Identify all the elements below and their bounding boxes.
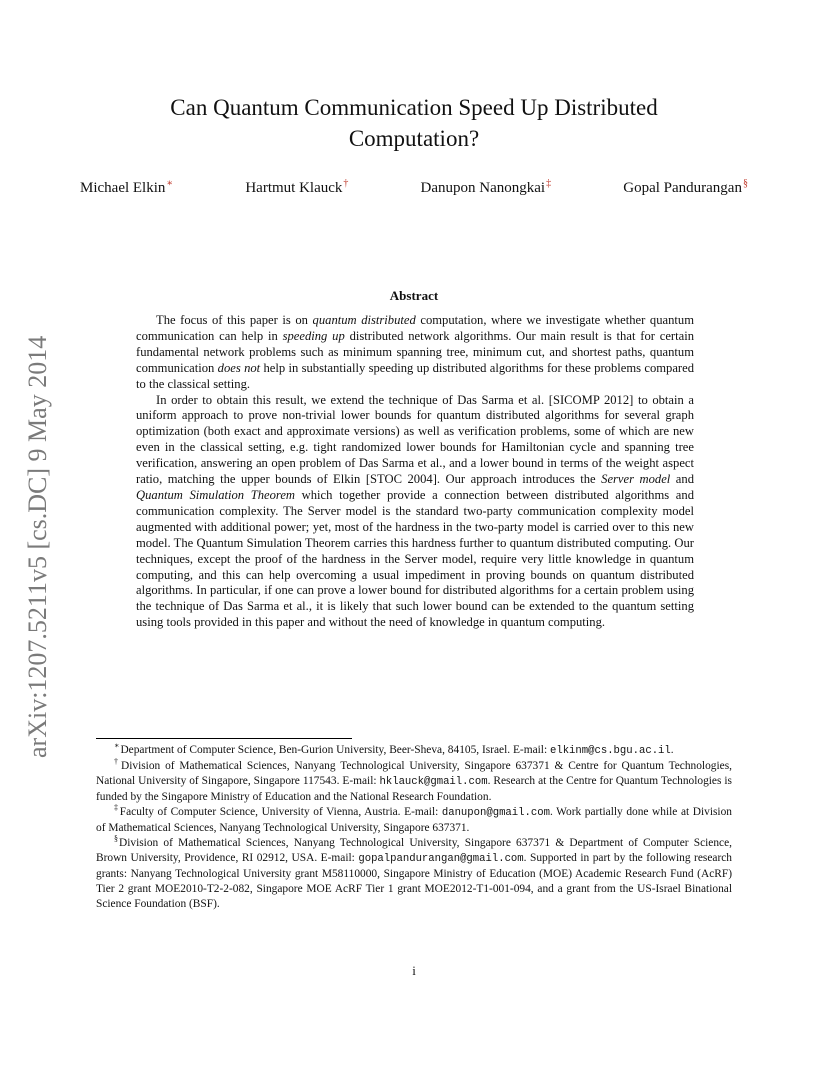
emphasis: speeding up (282, 328, 345, 343)
author-pandurangan (623, 180, 748, 197)
footnote-text: Department of Computer Science, Ben-Gurion University, Beer-Sheva, 84105, Israel. E-mail: (120, 744, 550, 756)
footnote-klauck (96, 759, 732, 805)
footnote-nanongkai (96, 805, 732, 836)
author-footnote-mark[interactable]: ‡ (546, 178, 552, 189)
paper-title (100, 92, 728, 154)
footnote-text: Division of Mathematical Sciences, Nanyang Technological University, Singapore 637371 & Department of Computer Science, Brown University, Providence, RI 02912, USA. E-mail: (96, 837, 732, 864)
email-link[interactable]: hklauck@gmail.com (379, 776, 488, 788)
footnote-text: Division of Mathematical Sciences, Nanyang Technological University, Singapore 637371 & Centre for Quantum Technologies, National University of Singapore, Singapore 117543. E-mail: (96, 760, 732, 787)
text-run: The focus of this paper is on (156, 313, 313, 327)
text-run: help in substantially speeding up distributed algorithms for these problems compared to the classical setting. (136, 360, 695, 391)
footnote-text: . Supported in part by the following research grants: Nanyang Technological University grant M58110000, Singapore Ministry of Education (MOE) Academic Research Fund (AcRF) Tier 2 grant MOE2010-T2-2-082, Singapore MOE AcRF Tier 1 grant MOE2012-T1-001-094, and a grant from the US-Israel Binational Science Foundation (BSF). (96, 852, 732, 910)
footnote-mark: ∗ (114, 741, 120, 751)
footnote-pandurangan (96, 836, 732, 912)
email-link[interactable]: danupon@gmail.com (441, 807, 550, 819)
text-run: which together provide a connection between distributed algorithms and communication complexity. The Server model is the standard two-party communication complexity model augmented with additional power; yet, most of the hardness in the two-party model is carried over to this new model. The Quantum Simulation Theorem carries this hardness further to quantum distributed computing. Our techniques, except the proof of the hardness in the Server model, require very little knowledge in quantum computing, and this can help overcoming a usual impediment in proving bounds on quantum distributed algorithms. In particular, if one can prove a lower bound for distributed algorithms for a certain problem using the technique of Das Sarma et al., it is likely that such lower bound can be extended to the quantum setting using tools provided in this paper and without the need of knowledge in quantum computing. (136, 487, 694, 630)
author-name: Michael Elkin (80, 180, 166, 196)
page-number: i (412, 963, 416, 978)
text-run: In order to obtain this result, we extend the technique of Das Sarma et al. [SICOMP 2012] to obtain a uniform approach to prove non-trivial lower bounds for quantum distributed algorithms for several graph optimization (both exact and approximate versions) as well as verification problems, some of which are new even in the classical setting, e.g. tight randomized lower bounds for Hamiltonian cycle and spanning tree verification, answering an open problem of Das Sarma et al., and a lower bound in terms of the weight aspect ratio, matching the upper bounds of Elkin [STOC 2004]. Our approach introduces the (136, 392, 694, 487)
author-name: Danupon Nanongkai (420, 180, 546, 196)
abstract-paragraph-2 (136, 393, 694, 632)
footnote-text: . Research at the Centre for Quantum Technologies is funded by the Singapore Ministry of Education and the National Research Foundation. (96, 775, 732, 803)
author-footnote-mark[interactable]: § (742, 178, 748, 189)
author-name: Hartmut Klauck (245, 180, 343, 196)
footnote-text: . (670, 744, 674, 756)
author-klauck (245, 180, 348, 197)
emphasis: quantum distributed (312, 313, 416, 327)
footnote-mark: ‡ (114, 803, 119, 813)
author-name: Gopal Pandurangan (623, 180, 742, 196)
footnote-mark: § (114, 834, 118, 844)
email-link[interactable]: gopalpandurangan@gmail.com (358, 853, 524, 865)
text-run: and (670, 472, 694, 487)
emphasis: does not (217, 360, 261, 375)
emphasis: Server model (601, 472, 671, 487)
footnotes (96, 743, 732, 912)
emphasis: Quantum Simulation Theorem (136, 487, 296, 502)
author-nanongkai (421, 180, 552, 197)
text-run: distributed network algorithms. Our main result is that for certain fundamental network problems such as minimum spanning tree, minimum cut, and shortest paths, quantum communication (136, 328, 695, 375)
text-run: computation, where we investigate whether quantum communication can help in (136, 313, 694, 343)
abstract-body (136, 313, 694, 631)
email-link[interactable]: elkinm@cs.bgu.ac.il (549, 745, 671, 757)
abstract-heading: Abstract (389, 288, 439, 303)
footnote-mark: † (114, 757, 120, 767)
author-footnote-mark[interactable]: ∗ (166, 178, 174, 189)
footnote-text: Faculty of Computer Science, University of Vienna, Austria. E-mail: (119, 806, 442, 818)
author-footnote-mark[interactable]: † (343, 178, 349, 189)
author-list (80, 180, 748, 197)
author-elkin (80, 180, 173, 197)
arxiv-identifier-stamp: arXiv:1207.5211v5 [cs.DC] 9 May 2014 (23, 335, 52, 758)
footnote-text: . Work partially done while at Division of Mathematical Sciences, Nanyang Technological University, Singapore 637371. (96, 806, 732, 834)
abstract-paragraph-1 (136, 313, 694, 393)
footnote-rule (96, 738, 352, 739)
title-line-1: Can Quantum Communication Speed Up Distributed (170, 95, 658, 120)
title-line-2: Computation? (348, 126, 480, 151)
footnote-elkin (96, 743, 732, 759)
